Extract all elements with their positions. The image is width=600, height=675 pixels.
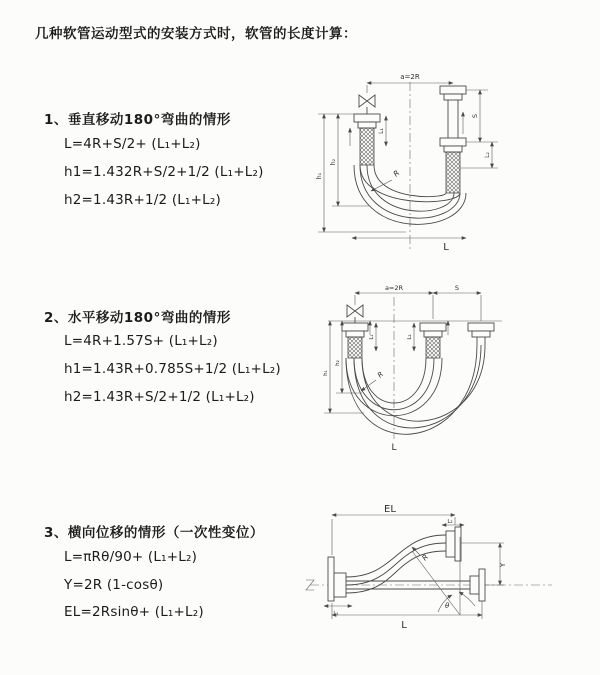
- left-braided-hose: [348, 337, 362, 358]
- middle-braided-hose: [426, 337, 440, 358]
- dim-Y-label: Y: [499, 562, 507, 568]
- section1-formula-h2: h2=1.43R+1/2 (L₁+L₂): [64, 192, 221, 208]
- section3-formula-Y: Y=2R (1-cosθ): [64, 577, 164, 593]
- section1-heading: 1、垂直移动180°弯曲的情形: [44, 112, 231, 128]
- dim-EL-label: EL: [384, 504, 396, 515]
- radius-label: R: [420, 552, 431, 563]
- section3-formula-L: L=πRθ/90+ (L₁+L₂): [64, 549, 198, 565]
- middle-flange: [420, 323, 446, 331]
- section3-heading: 3、横向位移的情形（一次性变位）: [44, 525, 264, 541]
- diagram-lateral-displacement: [300, 503, 600, 643]
- section2-formula-h1: h1=1.43R+0.785S+1/2 (L₁+L₂): [64, 361, 281, 377]
- hose-u-bend: [346, 345, 485, 434]
- right-flange-lower: [440, 138, 466, 146]
- dim-h2-label: h₂: [335, 360, 341, 366]
- section2-formula-L: L=4R+1.57S+ (L₁+L₂): [64, 333, 218, 349]
- dim-h2-label: h₂: [330, 158, 337, 166]
- dim-S-label: S: [454, 284, 460, 292]
- page-title: 几种软管运动型式的安装方式时，软管的长度计算：: [35, 26, 357, 42]
- section3-formula-EL: EL=2Rsinθ+ (L₁+L₂): [64, 604, 204, 620]
- left-flange: [342, 323, 368, 331]
- angle-construction: [412, 537, 475, 615]
- dim-a2r-label: a=2R: [384, 284, 404, 292]
- radius-leader: [361, 380, 376, 391]
- dim-L-label: L: [443, 242, 449, 253]
- valve-icon: [347, 305, 363, 323]
- dim-L-label: L: [391, 443, 397, 453]
- upper-flange: [446, 531, 455, 557]
- radius-leader: [371, 180, 392, 191]
- dim-L2-label: L₂: [407, 334, 413, 340]
- dim-a2r-label: a=2R: [400, 73, 420, 81]
- right-flange: [470, 576, 479, 594]
- section1-formula-L: L=4R+S/2+ (L₁+L₂): [64, 136, 201, 152]
- dim-S-label: S: [471, 113, 479, 119]
- dim-L2-label: L₂: [484, 152, 491, 158]
- left-flange: [354, 114, 380, 122]
- diagram-horizontal-180-bend: [306, 283, 596, 458]
- hose-s-curve: [346, 535, 446, 593]
- right-flange: [468, 323, 494, 331]
- dim-L2-label: L₂: [447, 519, 453, 525]
- angle-theta-label: θ: [445, 602, 450, 610]
- dim-L1-label: L₁: [378, 128, 385, 134]
- diagram-vertical-180-bend: [308, 66, 598, 256]
- radius-label: R: [376, 370, 386, 380]
- valve-icon: [359, 95, 375, 114]
- radius-label: R: [391, 168, 402, 179]
- dim-L1-label: L₁: [333, 611, 339, 617]
- dim-h1-label: h₁: [323, 370, 329, 376]
- dim-L-label: L: [401, 620, 407, 631]
- right-flange-upper: [440, 86, 466, 94]
- left-braided-hose: [360, 128, 374, 165]
- section1-formula-h1: h1=1.432R+S/2+1/2 (L₁+L₂): [64, 164, 264, 180]
- left-flange: [328, 557, 334, 601]
- right-braided-hose: [446, 152, 460, 193]
- section2-formula-h2: h2=1.43R+S/2+1/2 (L₁+L₂): [64, 389, 255, 405]
- section2-heading: 2、水平移动180°弯曲的情形: [44, 310, 231, 326]
- dim-L1-label: L₁: [369, 334, 375, 340]
- dim-h1-label: h₁: [316, 172, 323, 180]
